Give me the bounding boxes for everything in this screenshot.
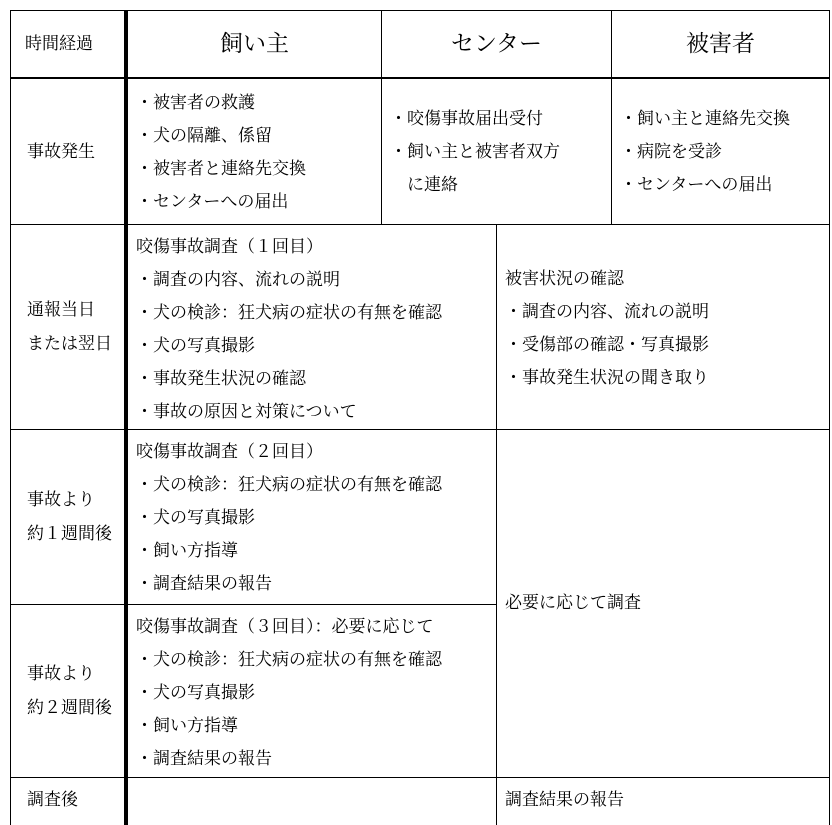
list-item: ・飼い方指導 xyxy=(136,541,238,561)
list-item: ・犬の検診：狂犬病の症状の有無を確認 xyxy=(136,475,442,495)
row-label-report-day-line2: または翌日 xyxy=(27,334,112,354)
list-item: ・調査結果の報告 xyxy=(136,574,272,594)
list-item: ・センターへの届出 xyxy=(136,192,289,212)
list-item: ・センターへの届出 xyxy=(620,175,773,195)
header-owner-cell xyxy=(128,11,381,77)
row-label-week1-line2: 約１週間後 xyxy=(27,524,112,544)
accident-victim-cell xyxy=(612,101,829,224)
accident-center-cell xyxy=(382,101,611,224)
list-item: ・犬の検診：狂犬病の症状の有無を確認 xyxy=(136,303,442,323)
after-victim-text: 調査結果の報告 xyxy=(505,790,624,810)
list-item: ・犬の隔離、係留 xyxy=(136,126,272,146)
week2-owner-cell xyxy=(128,609,496,777)
list-item: に連絡 xyxy=(390,175,458,195)
row-label-week2-line1: 事故より xyxy=(27,664,95,684)
header-bottom-border xyxy=(10,77,830,79)
header-owner-label: 飼い主 xyxy=(220,30,289,57)
row-label-report-day xyxy=(11,225,124,429)
row-label-week1 xyxy=(11,430,124,604)
list-item: ・被害者の救護 xyxy=(136,93,255,113)
list-item: ・飼い方指導 xyxy=(136,716,238,736)
row-label-accident-text: 事故発生 xyxy=(27,141,95,162)
after-victim-cell xyxy=(497,778,829,823)
list-item: ・犬の写真撮影 xyxy=(136,336,255,356)
list-item: ・調査結果の報告 xyxy=(136,749,272,769)
list-item: 被害状況の確認 xyxy=(505,269,624,289)
list-item: ・飼い主と連絡先交換 xyxy=(620,109,790,129)
row-label-week2 xyxy=(11,605,124,777)
header-center-label: センター xyxy=(450,30,543,57)
report-day-victim-cell xyxy=(497,261,829,429)
table-right-border xyxy=(829,10,830,825)
header-victim-cell xyxy=(612,11,829,77)
row-label-week1-line1: 事故より xyxy=(27,490,95,510)
row-label-report-day-line1: 通報当日 xyxy=(27,300,95,320)
victim-week-span-cell xyxy=(497,430,829,777)
list-item: ・調査の内容、流れの説明 xyxy=(136,270,340,290)
list-item: ・犬の検診：狂犬病の症状の有無を確認 xyxy=(136,650,442,670)
list-item: ・事故発生状況の聞き取り xyxy=(505,368,709,388)
list-item: ・被害者と連絡先交換 xyxy=(136,159,306,179)
header-time-cell xyxy=(11,11,124,77)
list-item: ・病院を受診 xyxy=(620,142,722,162)
row-border-1 xyxy=(10,224,830,225)
list-item: ・調査の内容、流れの説明 xyxy=(505,302,709,322)
row-label-week2-line2: 約２週間後 xyxy=(27,698,112,718)
header-victim-label: 被害者 xyxy=(686,30,755,57)
list-item: ・事故の原因と対策について xyxy=(136,402,357,422)
accident-owner-cell xyxy=(128,85,381,224)
list-item: ・犬の写真撮影 xyxy=(136,508,255,528)
list-item: ・咬傷事故届出受付 xyxy=(390,109,543,129)
list-item: 咬傷事故調査（２回目） xyxy=(136,442,323,462)
list-item: 咬傷事故調査（３回目）：必要に応じて xyxy=(136,617,434,637)
list-item: 咬傷事故調査（１回目） xyxy=(136,237,323,257)
row-label-after-text: 調査後 xyxy=(27,790,78,810)
victim-week-span-text: 必要に応じて調査 xyxy=(505,593,641,613)
report-day-owner-cell xyxy=(128,229,496,429)
row-label-after xyxy=(11,778,124,823)
header-time-label: 時間経過 xyxy=(25,33,93,54)
list-item: ・飼い主と被害者双方 xyxy=(390,142,560,162)
header-center-cell xyxy=(382,11,611,77)
row-label-accident xyxy=(11,79,124,224)
list-item: ・犬の写真撮影 xyxy=(136,683,255,703)
list-item: ・事故発生状況の確認 xyxy=(136,369,306,389)
week1-owner-cell xyxy=(128,434,496,604)
list-item: ・受傷部の確認・写真撮影 xyxy=(505,335,709,355)
